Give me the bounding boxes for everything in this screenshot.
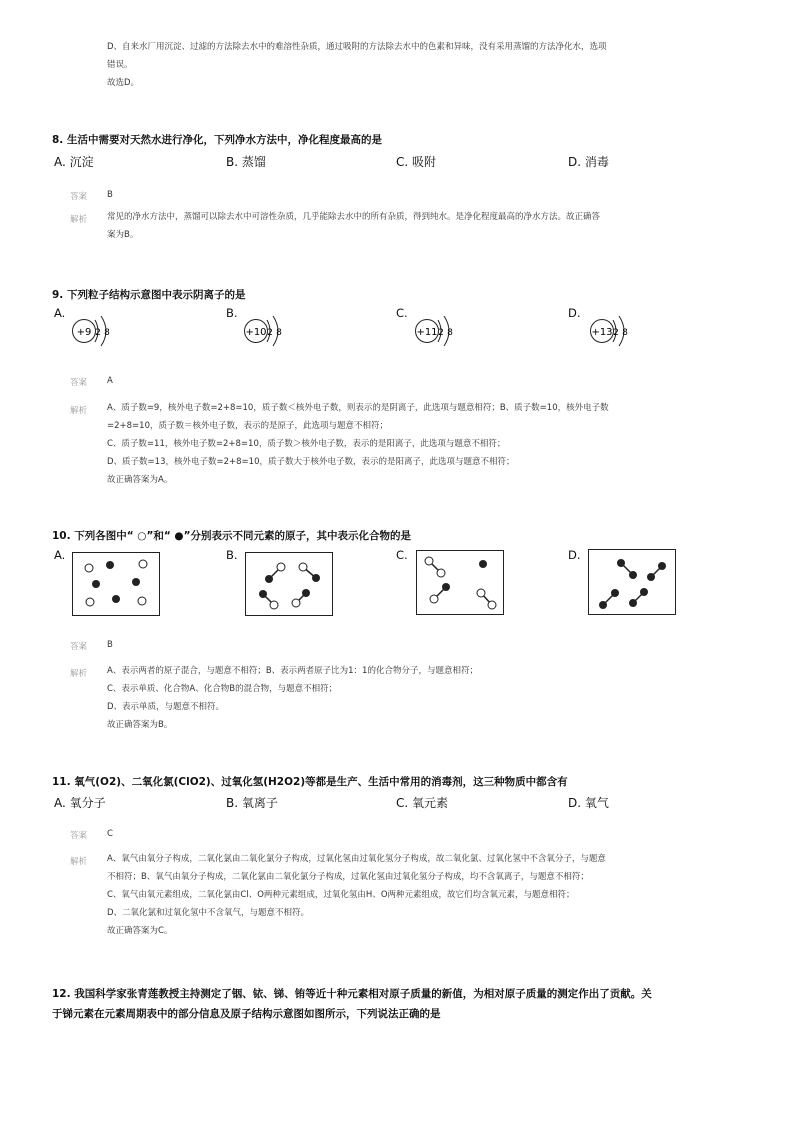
shell-electrons: 2	[438, 328, 444, 338]
q10-option-d-label[interactable]: D.	[568, 548, 581, 562]
q8-option-d[interactable]: D. 消毒	[568, 155, 609, 169]
q9-answer-label: 答案	[70, 378, 88, 388]
q9-option-b-label[interactable]: B.	[226, 306, 238, 320]
q9-atom-diagram-a	[70, 315, 140, 355]
q11-analysis-label: 解析	[70, 857, 88, 867]
analysis-line: 常见的净水方法中，蒸馏可以除去水中可溶性杂质，几乎能除去水中的所有杂质，得到纯水。是净化程度最高的净水方法。故正确答	[107, 212, 601, 222]
q11-option-d[interactable]: D. 氧气	[568, 796, 609, 810]
particles	[589, 550, 675, 614]
q9-option-a-label[interactable]: A.	[54, 306, 66, 320]
particles	[417, 551, 503, 614]
q11-analysis	[107, 850, 606, 940]
q8-option-b[interactable]: B. 蒸馏	[226, 155, 266, 169]
question-10-title: 10. 下列各图中“ ○”和“ ●”分别表示不同元素的原子，其中表示化合物的是	[52, 530, 411, 542]
shell-electrons: 8	[622, 328, 628, 338]
q8-analysis-label: 解析	[70, 215, 88, 225]
q9-answer-value: A	[107, 376, 113, 386]
q10-particle-box-d	[588, 549, 676, 615]
q9-analysis	[107, 399, 609, 489]
prev-explanation-line: 错误。	[107, 60, 133, 70]
nucleus-charge: +11	[416, 327, 438, 338]
analysis-line: 故正确答案为B。	[107, 720, 173, 730]
q9-atom-diagram-b	[242, 315, 312, 355]
prev-explanation	[107, 38, 607, 92]
q10-option-b-label[interactable]: B.	[226, 548, 238, 562]
shell-electrons: 8	[104, 328, 110, 338]
q9-option-d-label[interactable]: D.	[568, 306, 581, 320]
q11-option-c[interactable]: C. 氧元素	[396, 796, 449, 810]
analysis-line: 不相符；B、氧气由氧分子构成，二氧化氯由二氧化氯分子构成，过氧化氢由过氧化氢分子构成，均不含氧离子，与题意不相符；	[107, 872, 589, 882]
nucleus-charge: +9	[76, 327, 92, 338]
q8-answer-label: 答案	[70, 192, 88, 202]
q11-option-b[interactable]: B. 氧离子	[226, 796, 278, 810]
question-9-title: 9. 下列粒子结构示意图中表示阴离子的是	[52, 289, 246, 301]
question-12-title-line: 12. 我国科学家张青莲教授主持测定了铟、铱、锑、铕等近十种元素相对原子质量的新值，为相对原子质量的测定作出了贡献。关	[52, 988, 652, 1000]
q8-answer-value: B	[107, 190, 113, 200]
prev-explanation-line: D、自来水厂用沉淀、过滤的方法除去水中的难溶性杂质，通过吸附的方法除去水中的色素和异味，没有采用蒸馏的方法净化水，选项	[107, 42, 607, 52]
q9-option-c-label[interactable]: C.	[396, 306, 408, 320]
q10-option-c-label[interactable]: C.	[396, 548, 408, 562]
shell-electrons: 2	[613, 328, 619, 338]
analysis-line: 案为B。	[107, 230, 139, 240]
analysis-line: D、表示单质，与题意不相符。	[107, 702, 225, 712]
analysis-line: D、二氧化氯和过氧化氢中不含氧气，与题意不相符。	[107, 908, 310, 918]
q8-analysis	[107, 208, 600, 244]
question-12-title-line: 于锑元素在元素周期表中的部分信息及原子结构示意图如图所示，下列说法正确的是	[52, 1008, 441, 1020]
question-8-title: 8. 生活中需要对天然水进行净化，下列净水方法中，净化程度最高的是	[52, 134, 382, 146]
q11-answer-label: 答案	[70, 831, 88, 841]
prev-explanation-line: 故选D。	[107, 78, 140, 88]
analysis-line: A、质子数=9，核外电子数=2+8=10，质子数＜核外电子数，则表示的是阴离子，此选项与题意相符；B、质子数=10，核外电子数	[107, 403, 609, 413]
nucleus-charge: +13	[591, 327, 613, 338]
shell-electrons: 2	[95, 328, 101, 338]
q9-atom-diagram-c	[413, 315, 483, 355]
analysis-line: A、氧气由氧分子构成，二氧化氯由二氧化氯分子构成，过氧化氢由过氧化氢分子构成，故二氧化氯、过氧化氢中不含氧分子，与题意	[107, 854, 606, 864]
q10-answer-label: 答案	[70, 642, 88, 652]
q10-particle-box-b	[245, 552, 333, 616]
analysis-line: C、表示单质、化合物A、化合物B的混合物，与题意不相符；	[107, 684, 338, 694]
q10-answer-value: B	[107, 640, 113, 650]
shell-electrons: 2	[267, 328, 273, 338]
q8-option-c[interactable]: C. 吸附	[396, 155, 437, 169]
q11-answer-value: C	[107, 829, 113, 839]
analysis-line: A、表示两者的原子混合，与题意不相符；B、表示两者原子比为1：1的化合物分子，与题意相符；	[107, 666, 478, 676]
shell-electrons: 8	[276, 328, 282, 338]
q11-option-a[interactable]: A. 氧分子	[54, 796, 106, 810]
q9-atom-diagram-d	[588, 315, 658, 355]
q10-particle-box-c	[416, 550, 504, 615]
q8-option-a[interactable]: A. 沉淀	[54, 155, 94, 169]
q10-analysis-label: 解析	[70, 669, 88, 679]
analysis-line: 故正确答案为A。	[107, 475, 173, 485]
analysis-line: D、质子数=13，核外电子数=2+8=10，质子数大于核外电子数，表示的是阳离子，此选项与题意不相符；	[107, 457, 515, 467]
particles	[73, 553, 159, 615]
shell-electrons: 8	[447, 328, 453, 338]
analysis-line: C、质子数=11，核外电子数=2+8=10，质子数＞核外电子数，表示的是阳离子，此选项与题意不相符；	[107, 439, 506, 449]
analysis-line: 故正确答案为C。	[107, 926, 173, 936]
question-12-title	[52, 984, 652, 1024]
particles	[246, 553, 332, 615]
analysis-line: C、氧气由氧元素组成，二氧化氯由Cl、O两种元素组成，过氧化氢由H、O两种元素组成，故它们均含氧元素，与题意相符；	[107, 890, 575, 900]
q10-analysis	[107, 662, 478, 734]
analysis-line: =2+8=10，质子数＝核外电子数，表示的是原子，此选项与题意不相符；	[107, 421, 389, 431]
nucleus-charge: +10	[245, 327, 267, 338]
q9-analysis-label: 解析	[70, 406, 88, 416]
q10-option-a-label[interactable]: A.	[54, 548, 66, 562]
q10-particle-box-a	[72, 552, 160, 616]
question-11-title: 11. 氧气(O2)、二氧化氯(ClO2)、过氧化氢(H2O2)等都是生产、生活中常用的消毒剂，这三种物质中都含有	[52, 776, 568, 788]
